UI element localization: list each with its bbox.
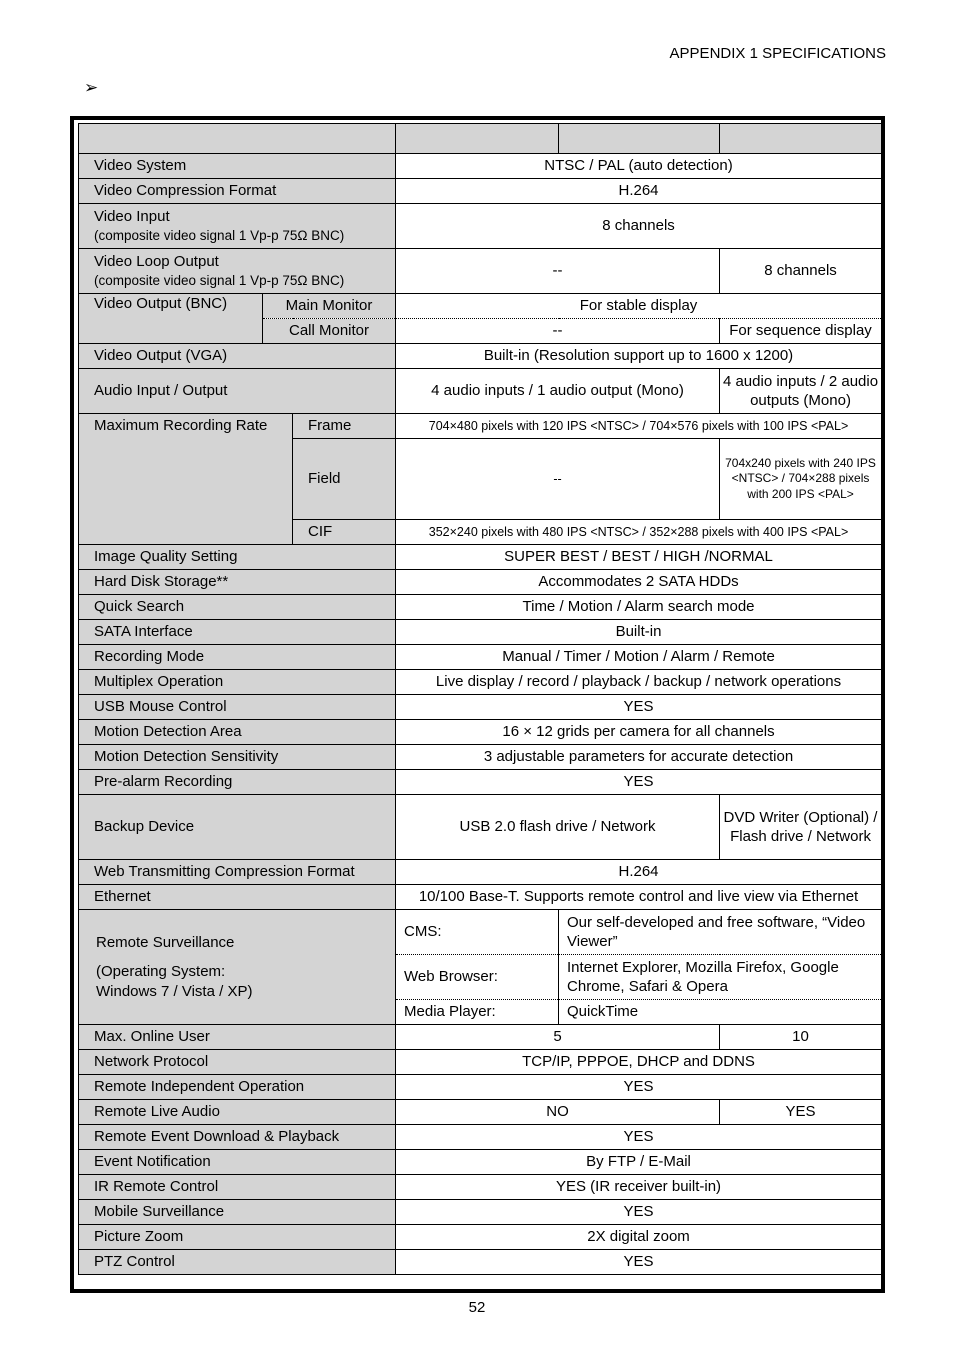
- row-value: 10: [720, 1025, 882, 1050]
- row-value: YES: [396, 1125, 882, 1150]
- row-value: NO: [396, 1100, 720, 1125]
- sub-label: Web Browser:: [396, 955, 559, 1000]
- row-value: Time / Motion / Alarm search mode: [396, 595, 882, 620]
- row-value: QuickTime: [559, 1000, 882, 1025]
- row-value: YES: [720, 1100, 882, 1125]
- row-value: By FTP / E-Mail: [396, 1150, 882, 1175]
- row-value: 8 channels: [396, 204, 882, 249]
- table-row: [79, 695, 882, 720]
- row-label: Network Protocol: [79, 1050, 396, 1075]
- row-value: Internet Explorer, Mozilla Firefox, Google Chrome, Safari & Opera: [559, 955, 882, 1000]
- row-value: For sequence display: [720, 319, 882, 344]
- row-label: Motion Detection Sensitivity: [79, 745, 396, 770]
- row-value: YES (IR receiver built-in): [396, 1175, 882, 1200]
- row-value: 4 audio inputs / 2 audio outputs (Mono): [720, 369, 882, 414]
- row-label: Pre-alarm Recording: [79, 770, 396, 795]
- header-cell: [559, 124, 720, 154]
- label-main: Remote Surveillance: [96, 933, 235, 951]
- table-row: [79, 1175, 882, 1200]
- row-value: Our self-developed and free software, “Video Viewer”: [559, 910, 882, 955]
- row-value: Manual / Timer / Motion / Alarm / Remote: [396, 645, 882, 670]
- row-label: Hard Disk Storage**: [79, 570, 396, 595]
- row-value: --: [396, 249, 720, 294]
- row-value: SUPER BEST / BEST / HIGH /NORMAL: [396, 545, 882, 570]
- row-label: USB Mouse Control: [79, 695, 396, 720]
- row-value: NTSC / PAL (auto detection): [396, 154, 882, 179]
- sub-label: Media Player:: [396, 1000, 559, 1025]
- spec-table: [78, 123, 882, 1275]
- table-row: [79, 414, 882, 439]
- row-label: Picture Zoom: [79, 1225, 396, 1250]
- row-label: [79, 910, 396, 1025]
- table-row: [79, 344, 882, 369]
- sub-label: Main Monitor: [263, 294, 396, 319]
- header-cell: [720, 124, 882, 154]
- table-row: [79, 545, 882, 570]
- table-row: [79, 1075, 882, 1100]
- row-label: SATA Interface: [79, 620, 396, 645]
- row-value: YES: [396, 1200, 882, 1225]
- table-row: [79, 645, 882, 670]
- row-label: Remote Live Audio: [79, 1100, 396, 1125]
- row-value: For stable display: [396, 294, 882, 319]
- table-row: [79, 720, 882, 745]
- sub-label: CMS:: [396, 910, 559, 955]
- table-row: [79, 1050, 882, 1075]
- row-value: 352×240 pixels with 480 IPS <NTSC> / 352×288 pixels with 400 IPS <PAL>: [396, 520, 882, 545]
- row-value: DVD Writer (Optional) / Flash drive / Network: [720, 795, 882, 860]
- table-row: [79, 1025, 882, 1050]
- row-value: 10/100 Base-T. Supports remote control and live view via Ethernet: [396, 885, 882, 910]
- row-value: H.264: [396, 860, 882, 885]
- label-note: (Operating System: Windows 7 / Vista / XP): [96, 963, 253, 1000]
- row-value: --: [396, 319, 720, 344]
- row-value: Built-in: [396, 620, 882, 645]
- label-note: (composite video signal 1 Vp-p 75Ω BNC): [94, 272, 345, 288]
- row-value: --: [396, 439, 720, 520]
- table-row: [79, 745, 882, 770]
- row-label: Remote Independent Operation: [79, 1075, 396, 1100]
- row-value: 3 adjustable parameters for accurate detection: [396, 745, 882, 770]
- row-label: Mobile Surveillance: [79, 1200, 396, 1225]
- row-value: 8 channels: [720, 249, 882, 294]
- table-row: [79, 179, 882, 204]
- row-label: Recording Mode: [79, 645, 396, 670]
- table-row: [79, 369, 882, 414]
- row-label: IR Remote Control: [79, 1175, 396, 1200]
- row-label: Video Output (BNC): [79, 294, 263, 344]
- row-value: 704×480 pixels with 120 IPS <NTSC> / 704×576 pixels with 100 IPS <PAL>: [396, 414, 882, 439]
- label-main: Video Loop Output: [94, 253, 219, 271]
- sub-label: Frame: [293, 414, 396, 439]
- table-row: [79, 294, 882, 319]
- row-label: Event Notification: [79, 1150, 396, 1175]
- table-row: [79, 770, 882, 795]
- table-row: [79, 1100, 882, 1125]
- row-value: 704x240 pixels with 240 IPS <NTSC> / 704×288 pixels with 200 IPS <PAL>: [720, 439, 882, 520]
- table-row: [79, 154, 882, 179]
- row-label: Backup Device: [79, 795, 396, 860]
- bullet-arrow-icon: ➢: [84, 78, 99, 97]
- row-label: Ethernet: [79, 885, 396, 910]
- label-main: Video Input: [94, 208, 170, 226]
- row-label: Maximum Recording Rate: [79, 414, 293, 545]
- sub-label: CIF: [293, 520, 396, 545]
- row-value: YES: [396, 1075, 882, 1100]
- row-label: Audio Input / Output: [79, 369, 396, 414]
- table-row: [79, 910, 882, 955]
- row-label: Image Quality Setting: [79, 545, 396, 570]
- page-number: 52: [468, 1299, 486, 1316]
- table-row: [79, 1125, 882, 1150]
- table-row: [79, 795, 882, 860]
- row-label: [79, 204, 396, 249]
- row-value: Built-in (Resolution support up to 1600 x 1200): [396, 344, 882, 369]
- table-row: [79, 595, 882, 620]
- page-header: APPENDIX 1 SPECIFICATIONS: [669, 45, 886, 62]
- table-row: [79, 885, 882, 910]
- row-value: YES: [396, 770, 882, 795]
- row-value: YES: [396, 695, 882, 720]
- row-label: Motion Detection Area: [79, 720, 396, 745]
- table-row: [79, 204, 882, 249]
- row-label: Max. Online User: [79, 1025, 396, 1050]
- row-value: TCP/IP, PPPOE, DHCP and DDNS: [396, 1050, 882, 1075]
- row-label: Web Transmitting Compression Format: [79, 860, 396, 885]
- row-label: Video Compression Format: [79, 179, 396, 204]
- table-row: [79, 249, 882, 294]
- row-label: [79, 249, 396, 294]
- row-label: Video Output (VGA): [79, 344, 396, 369]
- row-label: Remote Event Download & Playback: [79, 1125, 396, 1150]
- row-value: USB 2.0 flash drive / Network: [396, 795, 720, 860]
- table-row: [79, 570, 882, 595]
- table-row: [79, 620, 882, 645]
- table-row: [79, 1225, 882, 1250]
- spec-table-frame: [70, 116, 885, 1293]
- table-header-row: [79, 124, 882, 154]
- row-value: 5: [396, 1025, 720, 1050]
- table-row: [79, 860, 882, 885]
- header-cell: [396, 124, 559, 154]
- table-row: [79, 1200, 882, 1225]
- row-label: Multiplex Operation: [79, 670, 396, 695]
- table-row: [79, 1150, 882, 1175]
- row-value: YES: [396, 1250, 882, 1275]
- row-value: 2X digital zoom: [396, 1225, 882, 1250]
- row-label: Video System: [79, 154, 396, 179]
- row-value: 16 × 12 grids per camera for all channels: [396, 720, 882, 745]
- row-value: 4 audio inputs / 1 audio output (Mono): [396, 369, 720, 414]
- sub-label: Call Monitor: [263, 319, 396, 344]
- row-label: Quick Search: [79, 595, 396, 620]
- label-note: (composite video signal 1 Vp-p 75Ω BNC): [94, 227, 345, 243]
- row-value: Accommodates 2 SATA HDDs: [396, 570, 882, 595]
- table-row: [79, 1250, 882, 1275]
- row-value: H.264: [396, 179, 882, 204]
- row-label: PTZ Control: [79, 1250, 396, 1275]
- row-value: Live display / record / playback / backup / network operations: [396, 670, 882, 695]
- sub-label: Field: [293, 439, 396, 520]
- header-cell: [79, 124, 396, 154]
- table-row: [79, 670, 882, 695]
